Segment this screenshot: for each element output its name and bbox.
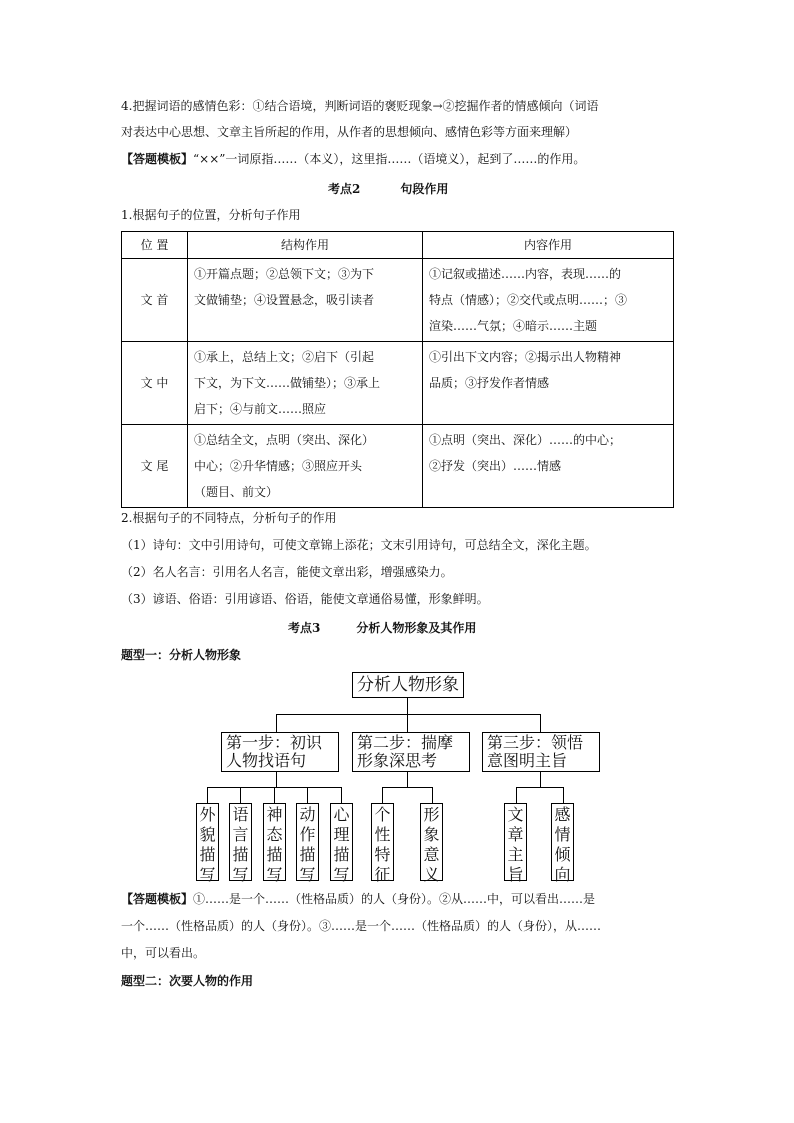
content-cell: ①点明（突出、深化）……的中心； ②抒发（突出）……情感 — [423, 425, 674, 508]
subsection-title: 2.根据句子的不同特点，分析句子的作用 — [121, 511, 337, 525]
connector-line — [563, 787, 564, 803]
diagram-leaf-box: 语 言 描 写 — [229, 803, 252, 881]
connector-line — [307, 787, 308, 803]
table-header: 位 置 — [122, 232, 188, 259]
table-row — [122, 259, 674, 342]
diagram-leaf-box: 形 象 意 义 — [420, 803, 443, 881]
template-label: 【答题模板】 — [121, 152, 194, 166]
connector-line — [276, 714, 277, 732]
diagram-step-box: 第一步：初识 人物找语句 — [221, 732, 339, 772]
position-cell: 文 首 — [122, 259, 188, 342]
content-cell: ①记叙或描述……内容，表现……的 特点（情感）；②交代或点明……；③ 渲染……气氛；④暗示……主题 — [423, 259, 674, 342]
diagram-leaf-box: 神 态 描 写 — [263, 803, 286, 881]
connector-line — [540, 772, 541, 787]
template-text: “××”一词原指……（本义），这里指……（语境义），起到了……的作用。 — [193, 152, 586, 166]
connector-line — [240, 787, 241, 803]
connector-line — [516, 787, 563, 788]
diagram-leaf-box: 心 理 描 写 — [330, 803, 353, 881]
table-row — [122, 425, 674, 508]
paragraph-line: 中，可以看出。 — [121, 946, 206, 960]
subsection-title: 1.根据句子的位置，分析句子作用 — [121, 208, 301, 222]
kaodian-title: 句段作用 — [400, 182, 449, 196]
table-row — [122, 342, 674, 425]
list-item: （3）谚语、俗语：引用谚语、俗语，能使文章通俗易懂，形象鲜明。 — [121, 592, 489, 606]
content-cell: ①引出下文内容；②揭示出人物精神 品质；③抒发作者情感 — [423, 342, 674, 425]
section-heading-kaodian2 — [328, 180, 448, 197]
diagram-step-box: 第二步：揣摩 形象深思考 — [352, 732, 470, 772]
connector-line — [407, 772, 408, 787]
kaodian-title: 分析人物形象及其作用 — [356, 621, 477, 635]
list-item: （2）名人名言：引用名人名言，能使文章出彩，增强感染力。 — [121, 565, 453, 579]
connector-line — [341, 787, 342, 803]
connector-line — [432, 787, 433, 803]
paragraph-line: 对表达中心思想、文章主旨所起的作用，从作者的思想倾向、感情色彩等方面来理解） — [121, 125, 578, 139]
template-text: ①……是一个……（性格品质）的人（身份）。②从……中，可以看出……是 — [193, 892, 596, 906]
connector-line — [274, 787, 275, 803]
connector-line — [382, 787, 432, 788]
connector-line — [516, 787, 517, 803]
paragraph-line: 4.把握词语的感情色彩：①结合语境，判断词语的褒贬现象→②挖掘作者的情感倾向（词语 — [121, 99, 599, 113]
position-cell: 文 尾 — [122, 425, 188, 508]
question-type-title: 题型一：分析人物形象 — [121, 648, 242, 662]
structure-cell: ①承上，总结上文；②启下（引起 下文，为下文……做铺垫）；③承上 启下；④与前文……照应 — [188, 342, 423, 425]
question-type-title: 题型二：次要人物的作用 — [121, 974, 254, 988]
diagram-leaf-box: 感 情 倾 向 — [551, 803, 574, 881]
template-label: 【答题模板】 — [121, 892, 194, 906]
position-cell: 文 中 — [122, 342, 188, 425]
diagram-root-box: 分析人物形象 — [352, 672, 464, 698]
connector-line — [407, 714, 408, 732]
table-header: 结构作用 — [188, 232, 423, 259]
diagram-leaf-box: 动 作 描 写 — [296, 803, 319, 881]
connector-line — [382, 787, 383, 803]
answer-template — [121, 151, 585, 167]
sentence-function-table — [121, 231, 674, 508]
section-heading-kaodian3 — [288, 619, 476, 636]
table-header: 内容作用 — [423, 232, 674, 259]
kaodian-number: 考点2 — [328, 182, 361, 196]
table-header-row — [122, 232, 674, 259]
connector-line — [540, 714, 541, 732]
connector-line — [276, 772, 277, 787]
connector-line — [207, 787, 208, 803]
diagram-step-box: 第三步：领悟 意图明主旨 — [482, 732, 600, 772]
structure-cell: ①总结全文，点明（突出、深化） 中心；②升华情感；③照应开头 （题目、前文） — [188, 425, 423, 508]
structure-cell: ①开篇点题；②总领下文；③为下 文做铺垫；④设置悬念，吸引读者 — [188, 259, 423, 342]
diagram-leaf-box: 个 性 特 征 — [371, 803, 394, 881]
kaodian-number: 考点3 — [288, 621, 321, 635]
diagram-leaf-box: 文 章 主 旨 — [504, 803, 527, 881]
list-item: （1）诗句：文中引用诗句，可使文章锦上添花；文末引用诗句，可总结全文，深化主题。 — [121, 538, 597, 552]
answer-template — [121, 891, 595, 907]
paragraph-line: 一个……（性格品质）的人（身份）。③……是一个……（性格品质）的人（身份），从…… — [121, 919, 602, 933]
connector-line — [407, 698, 408, 714]
connector-line — [276, 714, 540, 715]
diagram-leaf-box: 外 貌 描 写 — [196, 803, 219, 881]
